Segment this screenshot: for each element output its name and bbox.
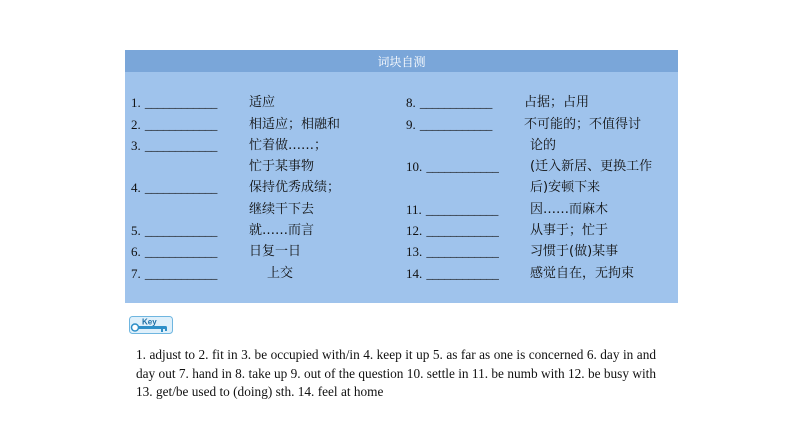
- item-meaning: 保持优秀成绩；: [249, 180, 341, 195]
- item-meaning: 习惯于(做)某事: [530, 244, 619, 259]
- item-meaning: 相适应；相融和: [249, 117, 341, 132]
- item-7: 7. ____________ 上交: [131, 264, 217, 284]
- answer-blank: ____________: [426, 159, 499, 174]
- answer-key: 1. adjust to 2. fit in 3. be occupied with/in 4. keep it up 5. as far as one is concerned 6. day in and day out 7. hand in 8. take up 9. out of the question 10. settle in 11. be numb with 12. be busy with 13. get/be used to (doing) sth. 14. feel at home: [136, 347, 656, 400]
- answer-blank: ____________: [144, 266, 217, 281]
- item-2: 2. ____________ 相适应；相融和: [131, 115, 217, 135]
- answer-blank: ____________: [425, 202, 498, 217]
- item-9: 9. ____________ 不可能的；不值得讨: [406, 115, 492, 135]
- item-meaning: 论的: [530, 138, 557, 153]
- item-1: 1. ____________ 适应: [131, 93, 217, 113]
- item-meaning: 忙于某事物: [249, 159, 315, 174]
- answer-blank: ____________: [144, 138, 217, 153]
- answer-blank: ____________: [426, 223, 499, 238]
- item-meaning: 感觉自在，无拘束: [530, 266, 635, 281]
- answer-blank: ____________: [144, 95, 217, 110]
- item-11: 11. ____________ 因……而麻木: [406, 200, 498, 220]
- item-8: 8. ____________ 占据；占用: [406, 93, 492, 113]
- item-14: 14. ____________ 感觉自在，无拘束: [406, 264, 498, 284]
- item-meaning: 从事于；忙于: [530, 223, 609, 238]
- answer-blank: ____________: [144, 180, 217, 195]
- item-meaning: 因……而麻木: [530, 202, 609, 217]
- answer-blank: ____________: [144, 244, 217, 259]
- answer-blank: ____________: [426, 266, 499, 281]
- item-meaning: 日复一日: [249, 244, 302, 259]
- item-meaning: 适应: [249, 95, 276, 110]
- item-meaning: 继续干下去: [249, 202, 315, 217]
- item-10: 10. ____________ (迁入新居、更换工作: [406, 157, 498, 177]
- item-meaning: 上交: [267, 266, 294, 281]
- item-meaning: 后)安顿下来: [530, 180, 601, 195]
- item-meaning: (迁入新居、更换工作: [530, 159, 653, 174]
- item-meaning: 占据；占用: [524, 95, 590, 110]
- item-6: 6. ____________ 日复一日: [131, 242, 217, 262]
- answer-blank: ____________: [419, 117, 492, 132]
- answer-blank: ____________: [426, 244, 499, 259]
- item-13: 13. ____________ 习惯于(做)某事: [406, 242, 498, 262]
- panel-title: 词块自测: [125, 50, 678, 72]
- key-icon: [129, 316, 173, 334]
- answer-blank: ____________: [144, 223, 217, 238]
- item-meaning: 不可能的；不值得讨: [524, 117, 642, 132]
- vocab-panel: [125, 50, 678, 303]
- item-5: 5. ____________ 就……而言: [131, 221, 217, 241]
- item-4: 4. ____________ 保持优秀成绩；: [131, 178, 217, 198]
- answer-blank: ____________: [144, 117, 217, 132]
- item-meaning: 忙着做……；: [249, 138, 328, 153]
- answer-blank: ____________: [419, 95, 492, 110]
- item-meaning: 就……而言: [249, 223, 315, 238]
- item-3: 3. ____________ 忙着做……；: [131, 136, 217, 156]
- item-12: 12. ____________ 从事于；忙于: [406, 221, 498, 241]
- key-label: Key: [142, 317, 157, 327]
